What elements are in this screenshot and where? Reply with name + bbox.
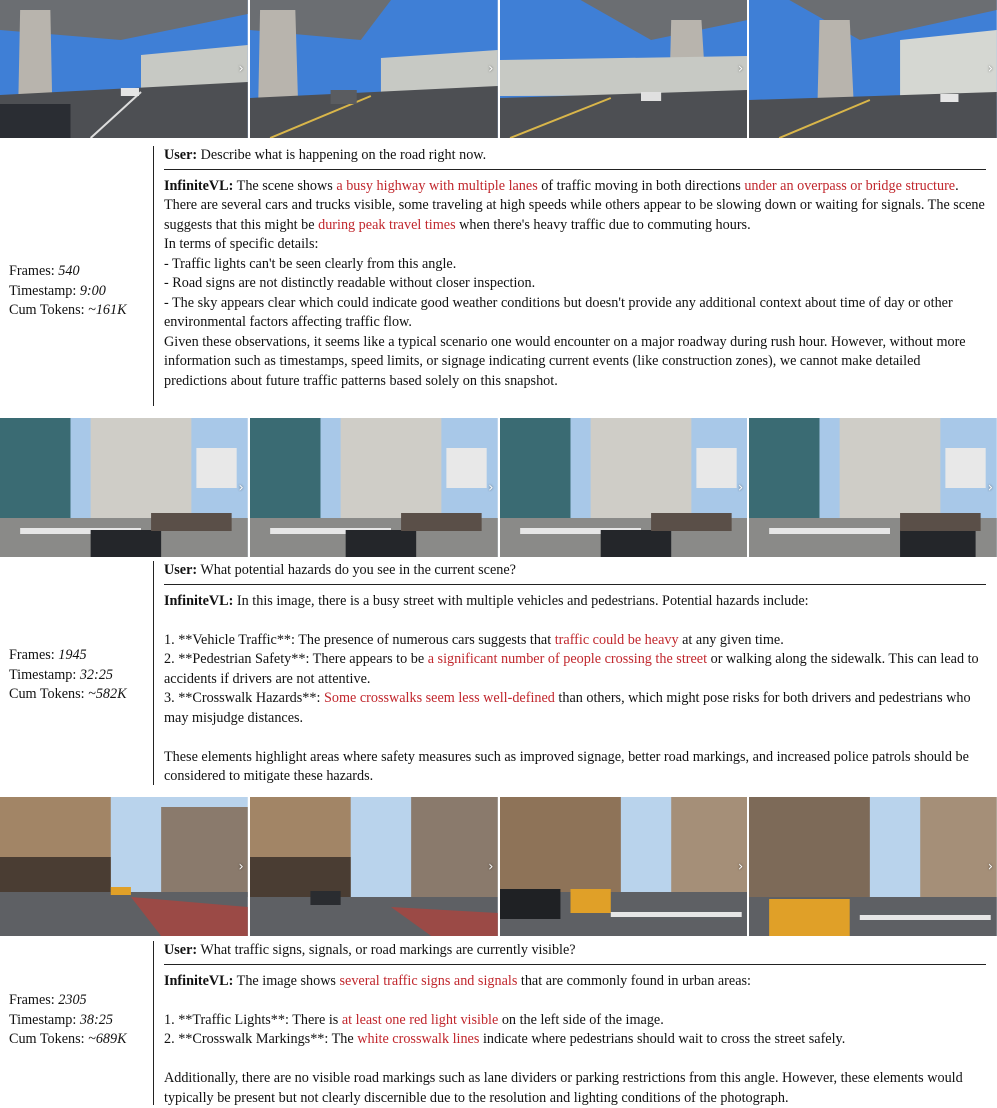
response-text: - Road signs are not distinctly readable without closer inspection. (164, 275, 535, 291)
separator-rule (164, 964, 986, 965)
user-query (164, 561, 986, 581)
response-paragraph (164, 972, 986, 992)
response-text: 2. **Pedestrian Safety**: There appears to be (164, 651, 428, 667)
video-frame-downtown-1 (0, 797, 250, 936)
frame-meta-3 (9, 991, 127, 1050)
response-text: In this image, there is a busy street with multiple vehicles and pedestrians. Potential hazards include: (233, 593, 808, 609)
timestamp-label: Timestamp: (9, 667, 80, 683)
video-frame-highway-1 (0, 0, 250, 138)
tokens-value: ~161K (88, 302, 126, 318)
user-query (164, 146, 986, 166)
frames-value: 540 (58, 263, 79, 279)
user-text: Describe what is happening on the road right now. (201, 147, 487, 163)
response-paragraph (164, 177, 986, 236)
tokens-label: Cum Tokens: (9, 686, 88, 702)
response-text: Additionally, there are no visible road markings such as lane dividers or parking restrictions from this angle. However, these elements would typically be present but not clearly discernible due to the resolution and lighting conditions of the photograph. (164, 1070, 963, 1106)
video-frame-highway-2 (250, 0, 500, 138)
video-frame-highway-4 (749, 0, 997, 138)
highlighted-phrase: at least one red light visible (342, 1012, 498, 1028)
chevron-right-icon: › (738, 480, 743, 495)
tokens-value: ~689K (88, 1031, 126, 1047)
frames-value: 2305 (58, 992, 86, 1008)
chevron-right-icon: › (988, 62, 993, 77)
chevron-right-icon: › (738, 62, 743, 77)
response-text: than others, which might pose risks for both drivers and pedestrians who may misjudge distances. (164, 690, 971, 726)
video-frame-intersection-4 (749, 418, 997, 557)
response-paragraph (164, 592, 986, 612)
response-text: In terms of specific details: (164, 236, 318, 252)
video-frame-intersection-1 (0, 418, 250, 557)
chevron-right-icon: › (488, 859, 493, 874)
user-label: User: (164, 942, 197, 958)
timestamp-label: Timestamp: (9, 283, 80, 299)
frame-strip-highway (0, 0, 997, 138)
frames-label: Frames: (9, 647, 58, 663)
tokens-value: ~582K (88, 686, 126, 702)
video-frame-intersection-3 (500, 418, 750, 557)
frame-meta-2 (9, 646, 127, 705)
separator-rule (164, 584, 986, 585)
divider-line (153, 941, 154, 1105)
highlighted-phrase: a significant number of people crossing the street (428, 651, 707, 667)
frame-strip-downtown (0, 797, 997, 936)
highlighted-phrase: several traffic signs and signals (340, 973, 518, 989)
response-text: 2. **Crosswalk Markings**: The (164, 1031, 357, 1047)
user-label: User: (164, 562, 197, 578)
frames-label: Frames: (9, 263, 58, 279)
highlighted-phrase: during peak travel times (318, 217, 456, 233)
model-label: InfiniteVL: (164, 178, 233, 194)
highlighted-phrase: traffic could be heavy (555, 632, 679, 648)
response-paragraph (164, 650, 986, 689)
response-paragraph (164, 748, 986, 787)
response-paragraph (164, 689, 986, 728)
user-text: What traffic signs, signals, or road markings are currently visible? (200, 942, 575, 958)
video-frame-downtown-2 (250, 797, 500, 936)
tokens-label: Cum Tokens: (9, 1031, 88, 1047)
video-frame-intersection-2 (250, 418, 500, 557)
response-paragraph (164, 1030, 986, 1050)
video-frame-highway-3 (500, 0, 750, 138)
timestamp-label: Timestamp: (9, 1012, 80, 1028)
response-paragraph (164, 1011, 986, 1031)
highlighted-phrase: Some crosswalks seem less well-defined (324, 690, 555, 706)
paragraph-gap (164, 991, 986, 1011)
chevron-right-icon: › (988, 859, 993, 874)
chevron-right-icon: › (988, 480, 993, 495)
response-text: of traffic moving in both directions (538, 178, 745, 194)
response-text: when there's heavy traffic due to commuting hours. (456, 217, 751, 233)
user-label: User: (164, 147, 197, 163)
response-text: 1. **Vehicle Traffic**: The presence of numerous cars suggests that (164, 632, 555, 648)
response-paragraph (164, 631, 986, 651)
chevron-right-icon: › (239, 62, 244, 77)
paragraph-gap (164, 1050, 986, 1070)
highlighted-phrase: under an overpass or bridge structure (744, 178, 955, 194)
response-text: or walking along the sidewalk. This can lead to accidents if drivers are not attentive. (164, 651, 979, 687)
video-frame-downtown-3 (500, 797, 750, 936)
model-response (164, 972, 986, 1108)
conversation-2 (164, 561, 986, 787)
response-text: The scene shows (233, 178, 336, 194)
conversation-1 (164, 146, 986, 391)
highlighted-phrase: a busy highway with multiple lanes (336, 178, 537, 194)
user-text: What potential hazards do you see in the current scene? (200, 562, 516, 578)
response-text: on the left side of the image. (498, 1012, 663, 1028)
response-text: . There are several cars and trucks visible, some traveling at high speeds while others appear to be slowing down or waiting for signals. The scene suggests that this might be (164, 178, 985, 233)
response-text: The image shows (233, 973, 339, 989)
timestamp-value: 32:25 (80, 667, 113, 683)
model-label: InfiniteVL: (164, 973, 233, 989)
chevron-right-icon: › (239, 859, 244, 874)
frame-strip-intersection (0, 418, 997, 557)
response-paragraph (164, 255, 986, 275)
chevron-right-icon: › (239, 480, 244, 495)
response-text: 1. **Traffic Lights**: There is (164, 1012, 342, 1028)
chevron-right-icon: › (488, 480, 493, 495)
video-frame-downtown-4 (749, 797, 997, 936)
conversation-3 (164, 941, 986, 1108)
timestamp-value: 9:00 (80, 283, 106, 299)
paragraph-gap (164, 728, 986, 748)
frames-value: 1945 (58, 647, 86, 663)
response-paragraph (164, 333, 986, 392)
response-text: Given these observations, it seems like a typical scenario one would encounter on a major roadway during rush hour. However, without more information such as timestamps, speed limits, or signage indicating current events (like construction zones), we cannot make detailed predictions about future traffic patterns based solely on this snapshot. (164, 334, 966, 389)
response-text: - The sky appears clear which could indicate good weather conditions but doesn't provide any additional context about time of day or other environmental factors affecting traffic flow. (164, 295, 953, 331)
timestamp-value: 38:25 (80, 1012, 113, 1028)
response-text: These elements highlight areas where safety measures such as improved signage, better road markings, and increased police patrols should be considered to mitigate these hazards. (164, 749, 969, 785)
divider-line (153, 561, 154, 785)
tokens-label: Cum Tokens: (9, 302, 88, 318)
highlighted-phrase: white crosswalk lines (357, 1031, 479, 1047)
response-paragraph (164, 294, 986, 333)
frame-meta-1 (9, 262, 127, 321)
divider-line (153, 146, 154, 406)
response-text: 3. **Crosswalk Hazards**: (164, 690, 324, 706)
chevron-right-icon: › (488, 62, 493, 77)
chevron-right-icon: › (738, 859, 743, 874)
response-paragraph (164, 1069, 986, 1108)
separator-rule (164, 169, 986, 170)
paragraph-gap (164, 611, 986, 631)
user-query (164, 941, 986, 961)
response-text: that are commonly found in urban areas: (517, 973, 751, 989)
response-paragraph (164, 274, 986, 294)
response-paragraph (164, 235, 986, 255)
response-text: - Traffic lights can't be seen clearly from this angle. (164, 256, 456, 272)
model-label: InfiniteVL: (164, 593, 233, 609)
frames-label: Frames: (9, 992, 58, 1008)
response-text: indicate where pedestrians should wait to cross the street safely. (479, 1031, 845, 1047)
response-text: at any given time. (679, 632, 784, 648)
model-response (164, 177, 986, 392)
model-response (164, 592, 986, 787)
